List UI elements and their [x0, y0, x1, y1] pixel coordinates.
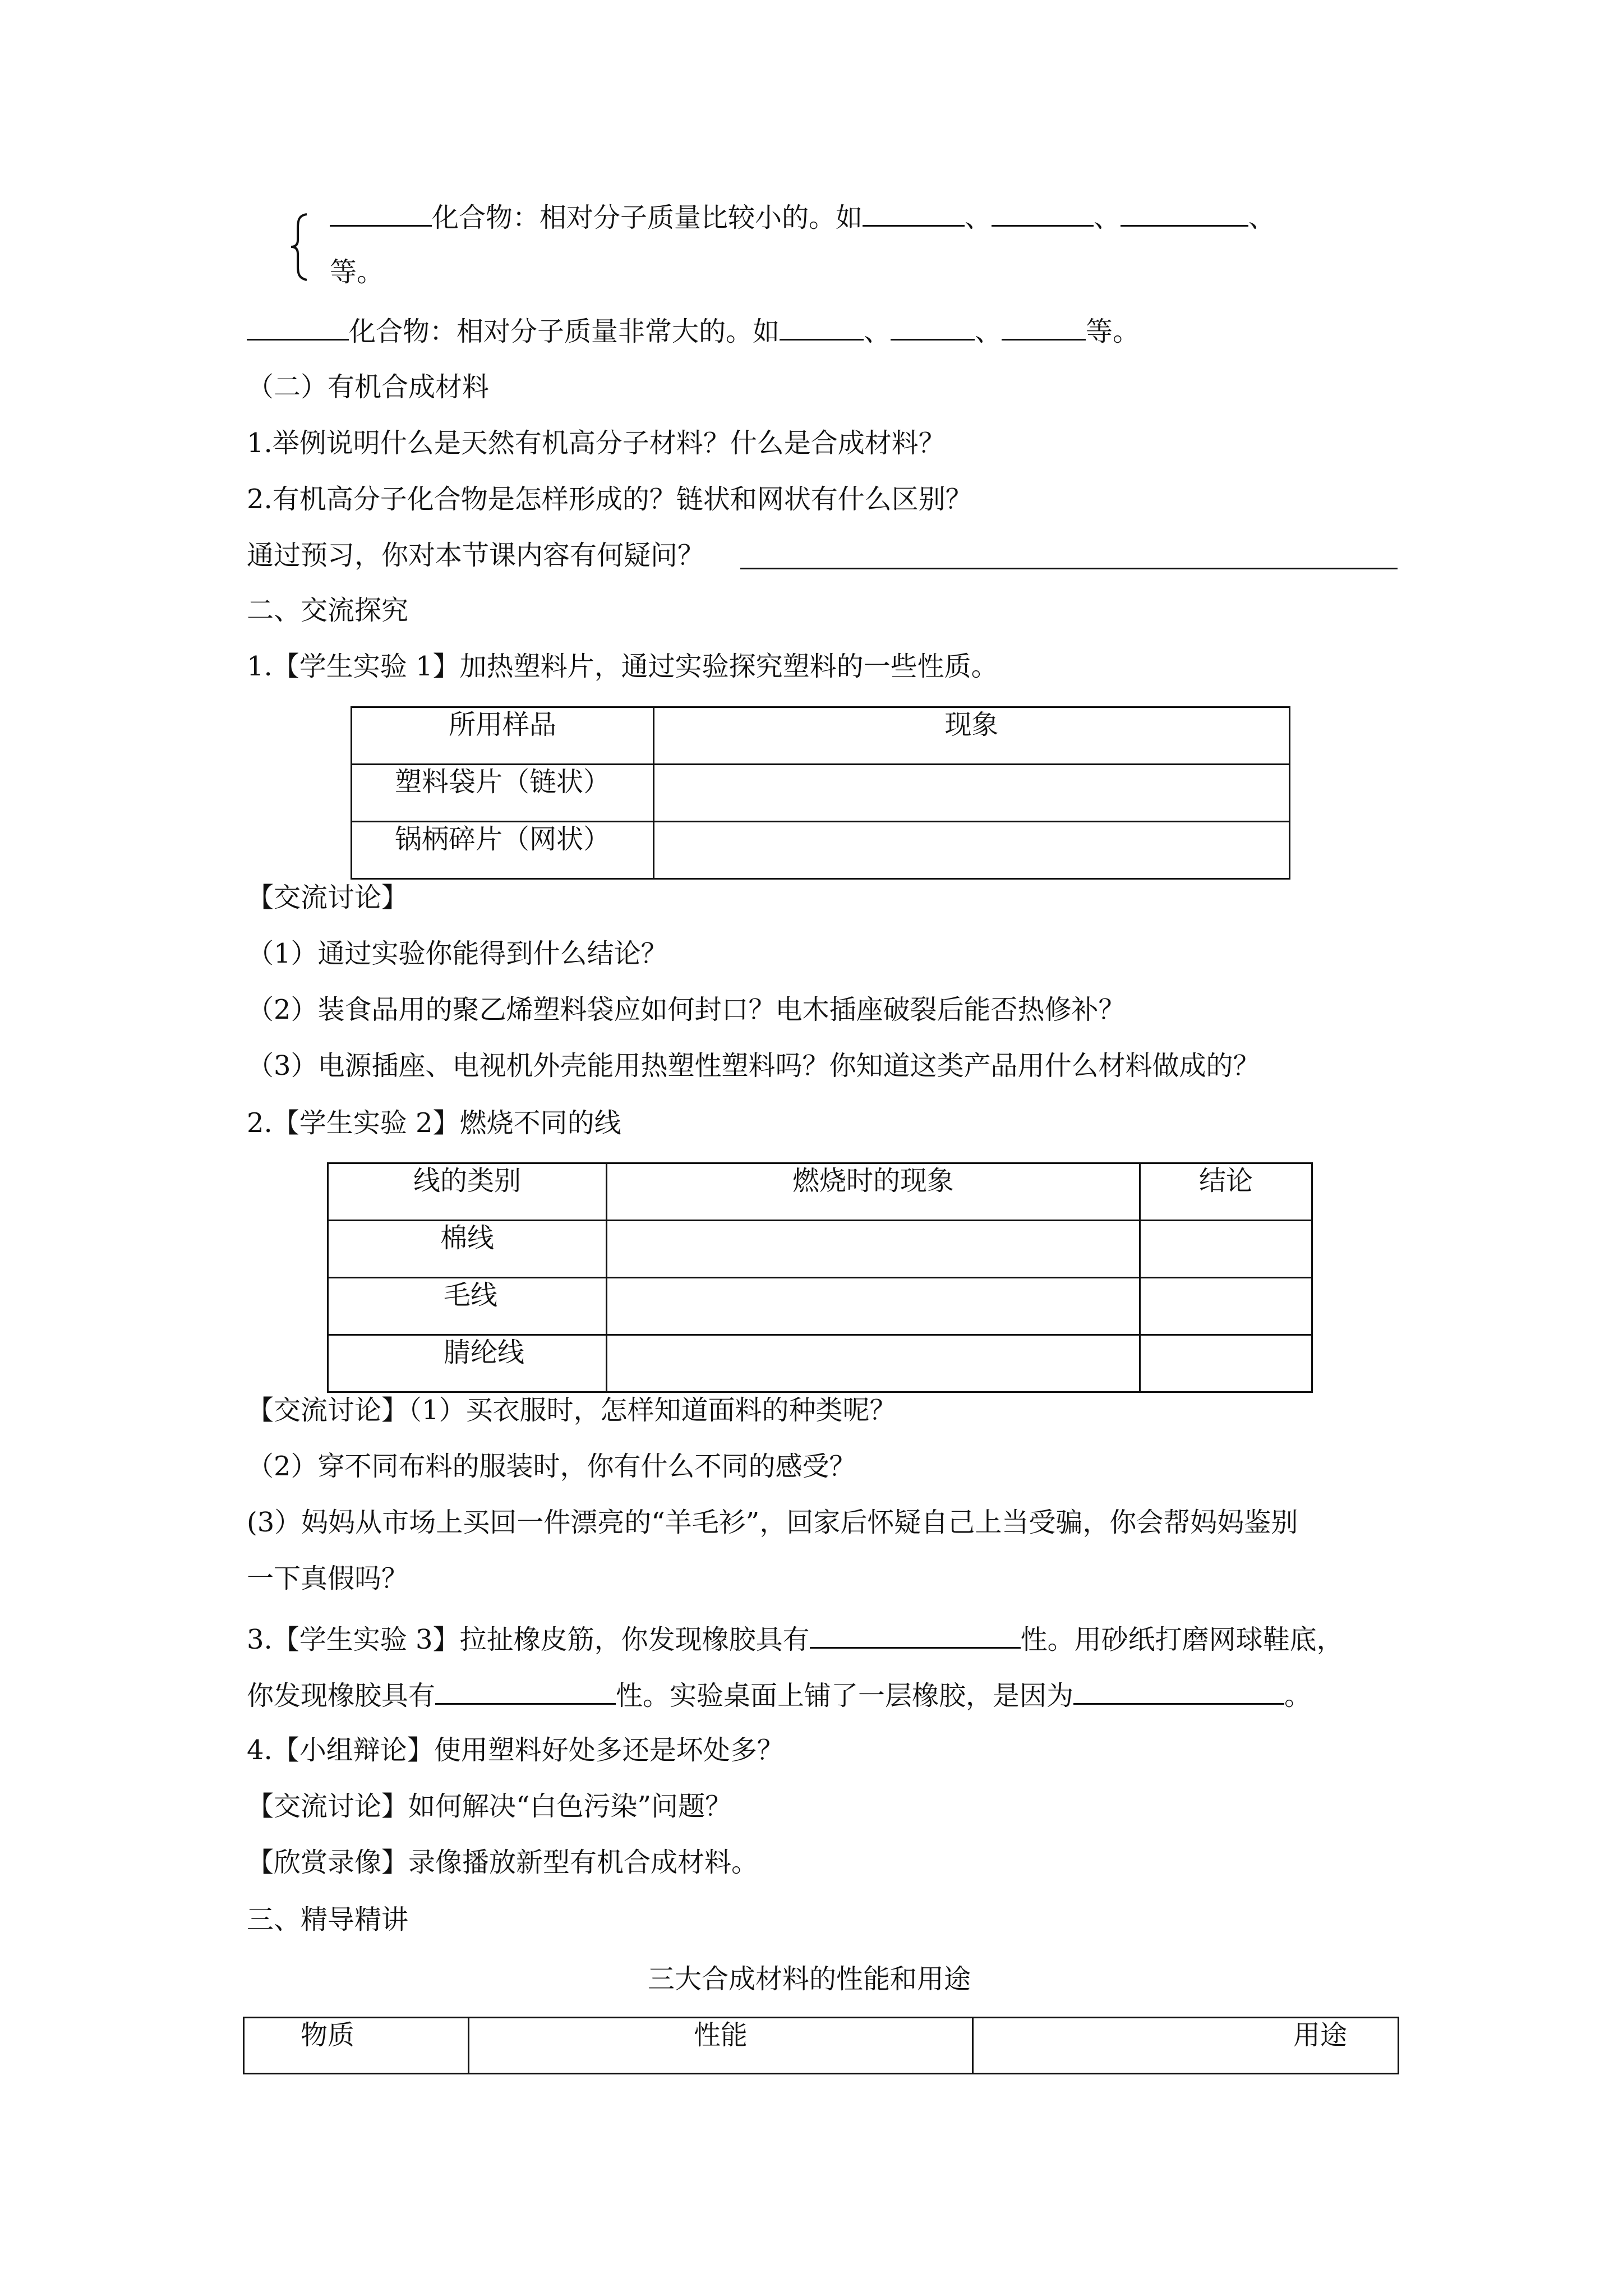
table-cell: 腈纶线 [328, 1335, 607, 1392]
table-cell[interactable] [654, 822, 1290, 879]
table-header: 结论 [1140, 1163, 1312, 1221]
table-cell[interactable] [607, 1221, 1140, 1278]
section3-heading: 三、精导精讲 [247, 1904, 409, 1935]
experiment-2-title: 2.【学生实验 2】燃烧不同的线 [247, 1107, 621, 1139]
discussion-1-q1: （1）通过实验你能得到什么结论？ [247, 938, 668, 969]
experiment-2-table [327, 1162, 1313, 1393]
video-appreciation: 【欣赏录像】录像播放新型有机合成材料。 [247, 1847, 759, 1878]
table-cell: 锅柄碎片（网状） [352, 822, 654, 879]
table-header: 现象 [654, 707, 1290, 765]
blank[interactable] [810, 1621, 1021, 1649]
blank[interactable] [435, 1677, 616, 1705]
discussion-3: 【交流讨论】如何解决“白色污染”问题？ [247, 1791, 732, 1822]
blank[interactable] [1121, 199, 1248, 227]
left-brace [289, 212, 311, 282]
table-header: 燃烧时的现象 [607, 1163, 1140, 1221]
blank[interactable] [780, 313, 864, 341]
preview-answer-line[interactable] [740, 568, 1398, 569]
blank[interactable] [863, 199, 965, 227]
materials-table [243, 2017, 1399, 2074]
experiment-1-title: 1.【学生实验 1】加热塑料片，通过实验探究塑料的一些性质。 [247, 651, 998, 682]
experiment-3-line-1: 3.【学生实验 3】拉扯橡皮筋，你发现橡胶具有 性。用砂纸打磨网球鞋底， [247, 1621, 1344, 1657]
blank[interactable] [891, 313, 975, 341]
blank[interactable] [1002, 313, 1086, 341]
table-header: 线的类别 [328, 1163, 607, 1221]
table-header: 用途 [973, 2018, 1399, 2074]
table-cell[interactable] [1140, 1335, 1312, 1392]
section2-heading: 二、交流探究 [247, 595, 409, 626]
discussion-2-q3: (3）妈妈从市场上买回一件漂亮的“羊毛衫”，回家后怀疑自己上当受骗，你会帮妈妈鉴别 [247, 1507, 1298, 1538]
table-cell[interactable] [1140, 1278, 1312, 1335]
table-row [352, 822, 1290, 879]
table-cell: 毛线 [328, 1278, 607, 1335]
blank[interactable] [330, 199, 432, 227]
small-molecule-end: 等。 [330, 256, 384, 288]
small-molecule-line: 化合物：相对分子质量比较小的。如 、 、 、 [330, 199, 1275, 234]
blank[interactable] [247, 313, 349, 341]
table-cell[interactable] [1140, 1221, 1312, 1278]
table-cell[interactable] [654, 765, 1290, 822]
table-cell: 塑料袋片（链状） [352, 765, 654, 822]
table-row [328, 1335, 1312, 1392]
table-row [328, 1278, 1312, 1335]
discussion-1-q2: （2）装食品用的聚乙烯塑料袋应如何封口？电木插座破裂后能否热修补？ [247, 994, 1126, 1025]
discussion-1-title: 【交流讨论】 [247, 882, 409, 913]
table-header: 性能 [469, 2018, 973, 2074]
table-cell[interactable] [607, 1278, 1140, 1335]
table-header: 物质 [244, 2018, 469, 2074]
question-2: 2.有机高分子化合物是怎样形成的？链状和网状有什么区别？ [247, 484, 972, 515]
experiment-3-line-2: 你发现橡胶具有 性。实验桌面上铺了一层橡胶，是因为 。 [247, 1677, 1311, 1713]
table-3-caption: 三大合成材料的性能和用途 [648, 1963, 971, 1995]
discussion-2-line: 【交流讨论】（1）买衣服时，怎样知道面料的种类呢？ [247, 1395, 897, 1426]
table-header: 所用样品 [352, 707, 654, 765]
table-cell: 棉线 [328, 1221, 607, 1278]
table-row [328, 1221, 1312, 1278]
synthetic-heading: （二）有机合成材料 [247, 371, 490, 403]
group-debate: 4.【小组辩论】使用塑料好处多还是坏处多？ [247, 1734, 784, 1766]
preview-question: 通过预习，你对本节课内容有何疑问？ [247, 540, 705, 571]
discussion-2-q2: （2）穿不同布料的服装时，你有什么不同的感受？ [247, 1451, 856, 1482]
blank[interactable] [1073, 1677, 1284, 1705]
table-cell[interactable] [607, 1335, 1140, 1392]
blank[interactable] [992, 199, 1094, 227]
experiment-1-table [351, 706, 1290, 880]
question-1: 1.举例说明什么是天然有机高分子材料？什么是合成材料？ [247, 427, 946, 459]
table-row [352, 765, 1290, 822]
discussion-2-q3-cont: 一下真假吗？ [247, 1563, 409, 1594]
large-molecule-line: 化合物：相对分子质量非常大的。如 、 、 等。 [247, 313, 1140, 348]
discussion-1-q3: （3）电源插座、电视机外壳能用热塑性塑料吗？你知道这类产品用什么材料做成的？ [247, 1050, 1260, 1082]
